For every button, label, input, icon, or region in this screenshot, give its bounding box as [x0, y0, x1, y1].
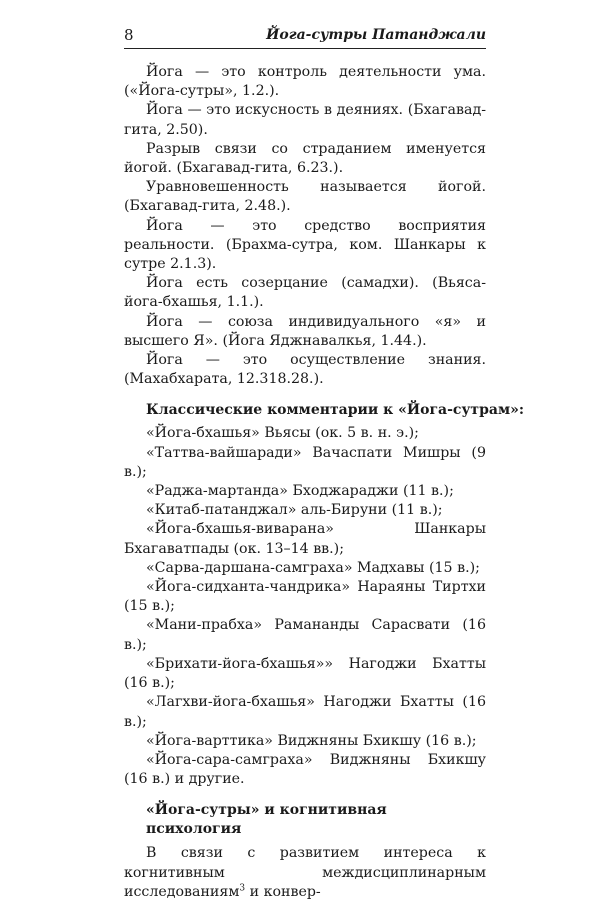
commentary-item: «Йога-бхашья-виварана» Шанкары Бхагаватпады (ок. 13–14 вв.); [124, 521, 486, 557]
yoga-definitions [124, 63, 486, 389]
commentary-item: «Лагхви-йога-бхашья» Нагоджи Бхатты (16 в.); [124, 694, 486, 730]
commentaries-list [124, 424, 486, 789]
commentary-item: «Йога-варттика» Виджняны Бхикшу (16 в.); [146, 732, 477, 749]
definition-paragraph: Йога — это контроль деятельности ума. («Йога-сутры», 1.2.). [124, 64, 486, 100]
commentary-item: «Сарва-даршана-самграха» Мадхавы (15 в.); [146, 559, 480, 576]
paragraph-text-end: и конвер- [245, 883, 321, 900]
commentary-item: «Йога-сара-самграха» Виджняны Бхикшу (16 в.) и другие. [124, 751, 486, 788]
section-paragraph [124, 844, 486, 902]
definition-paragraph: Йога есть созерцание (самадхи). (Вьяса-йога-бхашья, 1.1.). [124, 275, 486, 311]
commentary-item: «Таттва-вайшаради» Вачаспати Мишры (9 в.); [124, 444, 486, 480]
running-title: Йога-сутры Патанджали [266, 27, 486, 43]
footnote-ref: 3 [239, 882, 246, 893]
book-page [124, 24, 525, 900]
commentary-item: «Мани-прабха» Рамананды Сарасвати (16 в.); [124, 617, 486, 653]
commentaries-heading: Классические комментарии к «Йога-сутрам»: [146, 402, 525, 419]
page-number: 8 [124, 26, 134, 44]
page-header [124, 24, 486, 49]
definition-paragraph: Йога — союза индивидуального «я» и высшего Я». (Йога Яджнавалкья, 1.44.). [124, 313, 486, 349]
commentary-item: «Йога-бхашья» Вьясы (ок. 5 в. н. э.); [146, 425, 419, 442]
commentary-item: «Брихати-йога-бхашья»» Нагоджи Бхатты (16 в.); [124, 655, 486, 692]
definition-paragraph: Йога — это искусность в деяниях. (Бхагавад-гита, 2.50). [124, 102, 486, 138]
section-heading: «Йога-сутры» и когнитивная психология [146, 802, 387, 838]
page-body [124, 63, 525, 902]
commentary-item: «Китаб-патанджал» аль-Бируни (11 в.); [146, 502, 443, 519]
definition-paragraph: Йога — это средство восприятия реальности. (Брахма-сутра, ком. Шанкары к сутре 2.1.3). [124, 217, 486, 273]
definition-paragraph: Разрыв связи со страданием именуется йогой. (Бхагавад-гита, 6.23.). [124, 140, 486, 177]
definition-paragraph: Уравновешенность называется йогой. (Бхагавад-гита, 2.48.). [124, 179, 486, 215]
definition-paragraph: Йога — это осуществление знания. (Махабхарата, 12.318.28.). [124, 352, 486, 388]
commentary-item: «Йога-сидханта-чандрика» Нараяны Тиртхи (15 в.); [124, 579, 486, 615]
commentary-item: «Раджа-мартанда» Бходжараджи (11 в.); [146, 483, 454, 500]
paragraph-text-start: В связи с развитием интереса к когнитивным междисциплинарным исследованиям [124, 845, 486, 900]
